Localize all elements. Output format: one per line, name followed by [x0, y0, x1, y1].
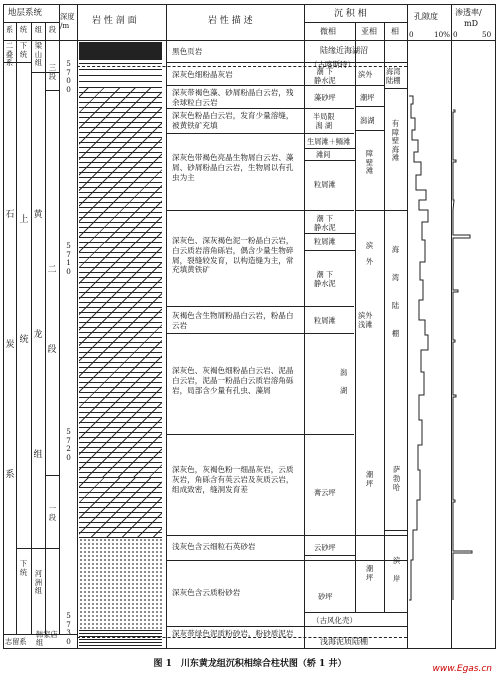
- header-strat-system: 地层系统: [8, 8, 43, 18]
- header-microfacies: 微相: [320, 27, 336, 36]
- header-perm-unit: mD: [464, 19, 478, 28]
- depth-5700: 5 700: [66, 59, 71, 94]
- desc-10: 浅灰色含云细粒石英砂岩: [172, 542, 256, 551]
- header-system: 系: [5, 25, 14, 34]
- header-depth: 深度 /m: [60, 12, 75, 30]
- facies-top: 陆缘近海湖沼: [320, 46, 368, 55]
- member-1: 一 段: [48, 504, 57, 522]
- micro-grain-beach-2: 粒屑滩: [314, 237, 336, 246]
- depth-5720: 5 720: [66, 427, 71, 462]
- watermark: www.Egas.cn: [432, 664, 492, 674]
- desc-11: 深灰色含云质粉砂岩: [172, 588, 241, 597]
- group-hezhou: 河洲组: [34, 569, 43, 596]
- system-permian: 二叠系: [5, 41, 14, 68]
- header-facies-col: 相: [391, 27, 399, 36]
- facies-bay-shelf: 海 湾 陆 棚: [391, 245, 400, 338]
- bottom-system: 志留系: [5, 637, 27, 646]
- header-lith-section: 岩 性 剖 面: [92, 16, 137, 26]
- micro-grain-beach: 粒屑滩: [314, 180, 336, 189]
- micro-grain-beach-3: 粒屑滩: [314, 316, 336, 325]
- micro-sand-flat: 藻砂坪: [314, 93, 336, 102]
- bottom-group: 韩家店组: [36, 630, 58, 647]
- sub-tidal-flat-3: 潮 坪: [366, 564, 374, 582]
- header-group: 组: [34, 25, 43, 34]
- sub-lagoon-1: 潟湖: [360, 116, 375, 125]
- micro-cloud-flat: 膏云坪: [314, 488, 336, 497]
- header-lith-desc: 岩 性 描 述: [208, 16, 253, 26]
- desc-1: 黑色页岩: [172, 47, 203, 56]
- perm-scale-50: 50: [482, 30, 492, 39]
- micro-tidal-still-2: 潮 下 静水泥: [314, 214, 336, 232]
- depth-5710: 5 710: [66, 241, 71, 276]
- header-facies: 沉 积 相: [334, 9, 367, 19]
- micro-tidal-still: 潮 下 静水泥: [314, 67, 336, 85]
- facies-barrier-sea-beach: 有障壁海滩: [391, 119, 400, 163]
- sub-offshore: 滨 外: [365, 241, 374, 266]
- perm-scale-0: 0: [453, 30, 458, 39]
- series-lower-permian: 下统: [19, 41, 28, 59]
- depth-5730: 5 730: [66, 611, 71, 646]
- sub-offshore-shallow: 滨外 浅滩: [358, 311, 373, 329]
- desc-3: 深灰带褐色藻、砂屑粉晶白云岩，残余球粒白云岩: [172, 88, 294, 107]
- group-huanglong: 黄 龙 组: [33, 210, 43, 460]
- header-member: 段: [48, 25, 57, 34]
- desc-2: 深灰色细粉晶灰岩: [172, 70, 233, 79]
- facies-bay-land: 海湾 陆棚: [386, 67, 401, 85]
- facies-weathered: （古风化壳）: [312, 616, 357, 625]
- sub-tidal-flat-2: 潮 坪: [366, 470, 374, 488]
- facies-caledonian: （古喀斯特）: [310, 60, 355, 69]
- micro-lagoon-big: 潟 湖: [340, 368, 348, 395]
- micro-tidal-still-3: 潮 下 静水泥: [314, 270, 336, 288]
- group-liangshan: 梁山组: [34, 41, 43, 68]
- desc-8: 深灰色、灰褐色细粉晶白云岩、泥晶白云岩，泥晶一粉晶白云质岩溶角砾岩，局部含少量有孔虫、藻屑: [172, 366, 294, 395]
- member-3: 三段: [48, 63, 57, 81]
- sub-barrier-beach: 障壁滩: [365, 149, 374, 176]
- header-subfacies: 亚相: [361, 27, 377, 36]
- micro-sand-beach: 滩间: [316, 150, 331, 159]
- facies-sabkha: 萨 勃 哈: [393, 465, 401, 492]
- micro-cloud-sand: 云砂坪: [314, 543, 336, 552]
- desc-9: 深灰色，灰褐色粉一细晶灰岩，云质灰岩，角砾含有英云岩及灰质云岩，组成致密，缝洞发育差: [172, 465, 294, 494]
- header-permeability: 渗透率/: [455, 8, 482, 17]
- micro-semi-restricted: 半局限 潟 湖: [313, 112, 335, 130]
- facies-bottom: 浅海泥质陆棚: [320, 637, 368, 646]
- desc-5: 深灰色带褐色亮晶生物屑白云岩、藻屑、砂屑粉晶白云岩，生物屑以有孔虫为主: [172, 153, 294, 182]
- micro-sand-flat-2: 砂坪: [318, 592, 333, 601]
- system-carboniferous: 石 炭 系: [5, 210, 15, 480]
- header-series: 统: [19, 25, 28, 34]
- series-upper: 上 统: [19, 215, 29, 345]
- series-lower: 下统: [19, 559, 28, 577]
- porosity-scale-0: 0: [409, 30, 414, 39]
- permeability-curve: [453, 110, 472, 600]
- figure-caption: 图 1 川东黄龙组沉积相综合柱状图（轿 1 井）: [153, 659, 347, 669]
- porosity-scale-10: 10%: [434, 30, 450, 39]
- sub-tidal-flat: 潮坪: [360, 93, 375, 102]
- desc-7: 灰褐色含生物屑粉晶白云岩，粉晶白云岩: [172, 311, 294, 330]
- desc-12: 深灰带绿色泥质粉砂岩，粉砂质泥岩: [172, 629, 294, 638]
- porosity-curve: [409, 96, 428, 600]
- header-porosity: 孔隙度: [414, 12, 438, 21]
- desc-4: 深灰色粉晶白云岩，发育少量溶缝，被黄铁矿充填: [172, 111, 294, 130]
- sub-beach-1: 滨外: [358, 70, 373, 79]
- desc-6: 深灰色、深灰褐色泥一粉晶白云岩，白云质岩溶角砾岩，偶含少量生物碎屑，裂缝较发育，以构造缝为主，常充填黄铁矿: [172, 236, 294, 275]
- member-2: 二 段: [47, 265, 57, 355]
- micro-bio-beach: 生屑滩＋鲕滩: [307, 137, 351, 146]
- facies-coast: 滨 岸: [393, 556, 401, 583]
